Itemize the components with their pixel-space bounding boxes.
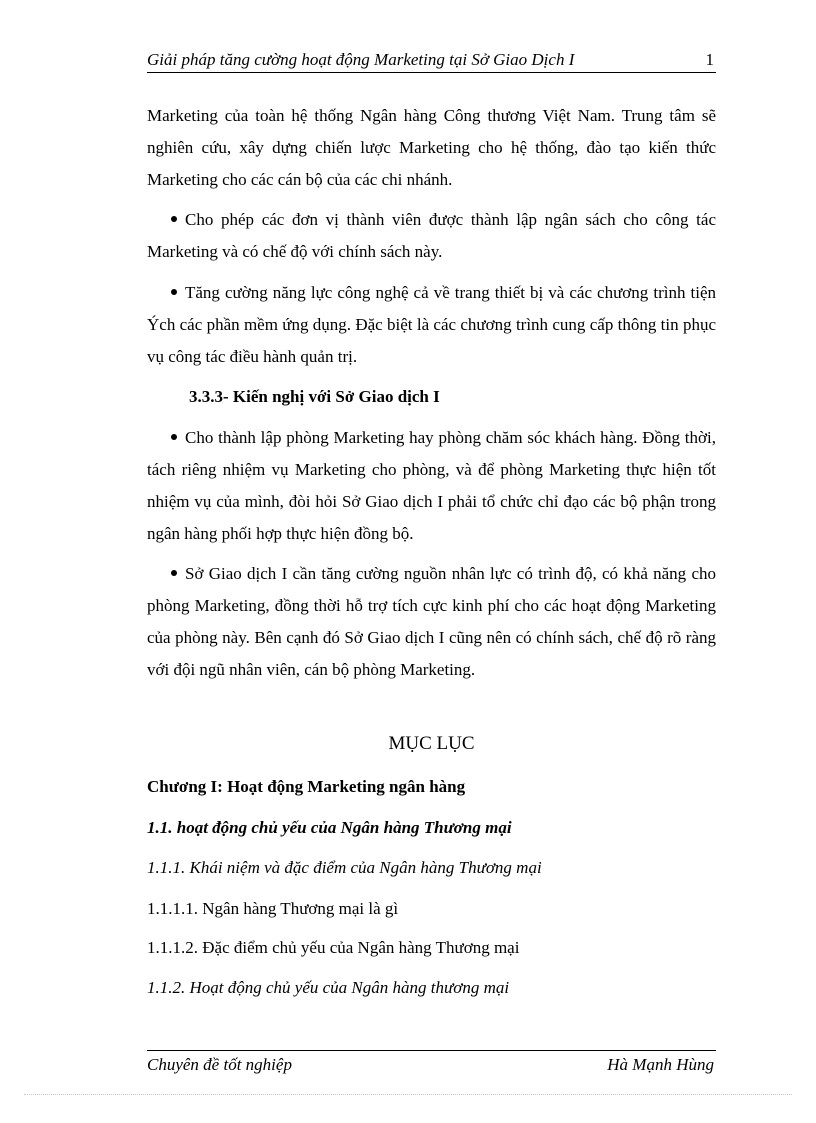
bullet-paragraph-technology — [147, 277, 716, 373]
bullet-icon — [171, 570, 177, 576]
page-header — [147, 48, 716, 73]
section-subheading: 3.3.3- Kiến nghị với Sở Giao dịch I — [189, 387, 440, 406]
bullet-text-technology: Tăng cường năng lực công nghệ cả về trang thiết bị và các chương trình tiện Ých các phần mềm ứng dụng. Đặc biệt là các chương trình cung cấp thông tin phục vụ công tác điều hành quản trị. — [147, 283, 716, 366]
toc-item-chapter-1: Chương I: Hoạt động Marketing ngân hàng — [147, 777, 466, 796]
page-footer — [147, 1050, 716, 1079]
toc-title: MỤC LỤC — [388, 733, 475, 754]
bullet-icon — [171, 289, 177, 295]
bullet-icon — [171, 434, 177, 440]
bullet-text-marketing-dept: Cho thành lập phòng Marketing hay phòng chăm sóc khách hàng. Đồng thời, tách riêng nhiệm vụ Marketing cho phòng, và để phòng Marketing thực hiện tốt nhiệm vụ của mình, đòi hỏi Sở Giao dịch I phải tổ chức chỉ đạo các bộ phận trong ngân hàng phối hợp thực hiện đồng bộ. — [147, 428, 716, 543]
toc-item-1-1-1-1: 1.1.1.1. Ngân hàng Thương mại là gì — [147, 899, 399, 918]
paragraph-intro: Marketing của toàn hệ thống Ngân hàng Công thương Việt Nam. Trung tâm sẽ nghiên cứu, xây dựng chiến lược Marketing cho hệ thống, đào tạo kiến thức Marketing cho các cán bộ của các chi nhánh. — [147, 106, 716, 189]
toc-item-1-1-2: 1.1.2. Hoạt động chủ yếu của Ngân hàng thương mại — [147, 978, 510, 997]
bullet-paragraph-marketing-dept — [147, 422, 716, 550]
page-edge-divider — [24, 1094, 792, 1095]
header-title: Giải pháp tăng cường hoạt động Marketing tại Sở Giao Dịch I — [147, 50, 575, 69]
bullet-text-human-resources: Sở Giao dịch I cần tăng cường nguồn nhân lực có trình độ, có khả năng cho phòng Marketing, đồng thời hỗ trợ tích cực kinh phí cho các hoạt động Marketing của phòng này. Bên cạnh đó Sở Giao dịch I cũng nên có chính sách, chế độ rõ ràng với đội ngũ nhân viên, cán bộ phòng Marketing. — [147, 564, 716, 679]
bullet-text-budget: Cho phép các đơn vị thành viên được thành lập ngân sách cho công tác Marketing và có chế độ với chính sách này. — [147, 210, 716, 261]
footer-left: Chuyên đề tốt nghiệp — [147, 1055, 292, 1074]
toc-item-1-1-1-2: 1.1.1.2. Đặc điểm chủ yếu của Ngân hàng Thương mại — [147, 938, 520, 957]
toc-item-1-1-1: 1.1.1. Khái niệm và đặc điểm của Ngân hàng Thương mại — [147, 858, 542, 877]
bullet-paragraph-budget — [147, 204, 716, 268]
bullet-icon — [171, 216, 177, 222]
footer-right: Hà Mạnh Hùng — [607, 1055, 714, 1074]
bullet-paragraph-human-resources — [147, 558, 716, 686]
toc-item-1-1: 1.1. hoạt động chủ yếu của Ngân hàng Thương mại — [147, 818, 512, 837]
page-number: 1 — [705, 50, 714, 69]
